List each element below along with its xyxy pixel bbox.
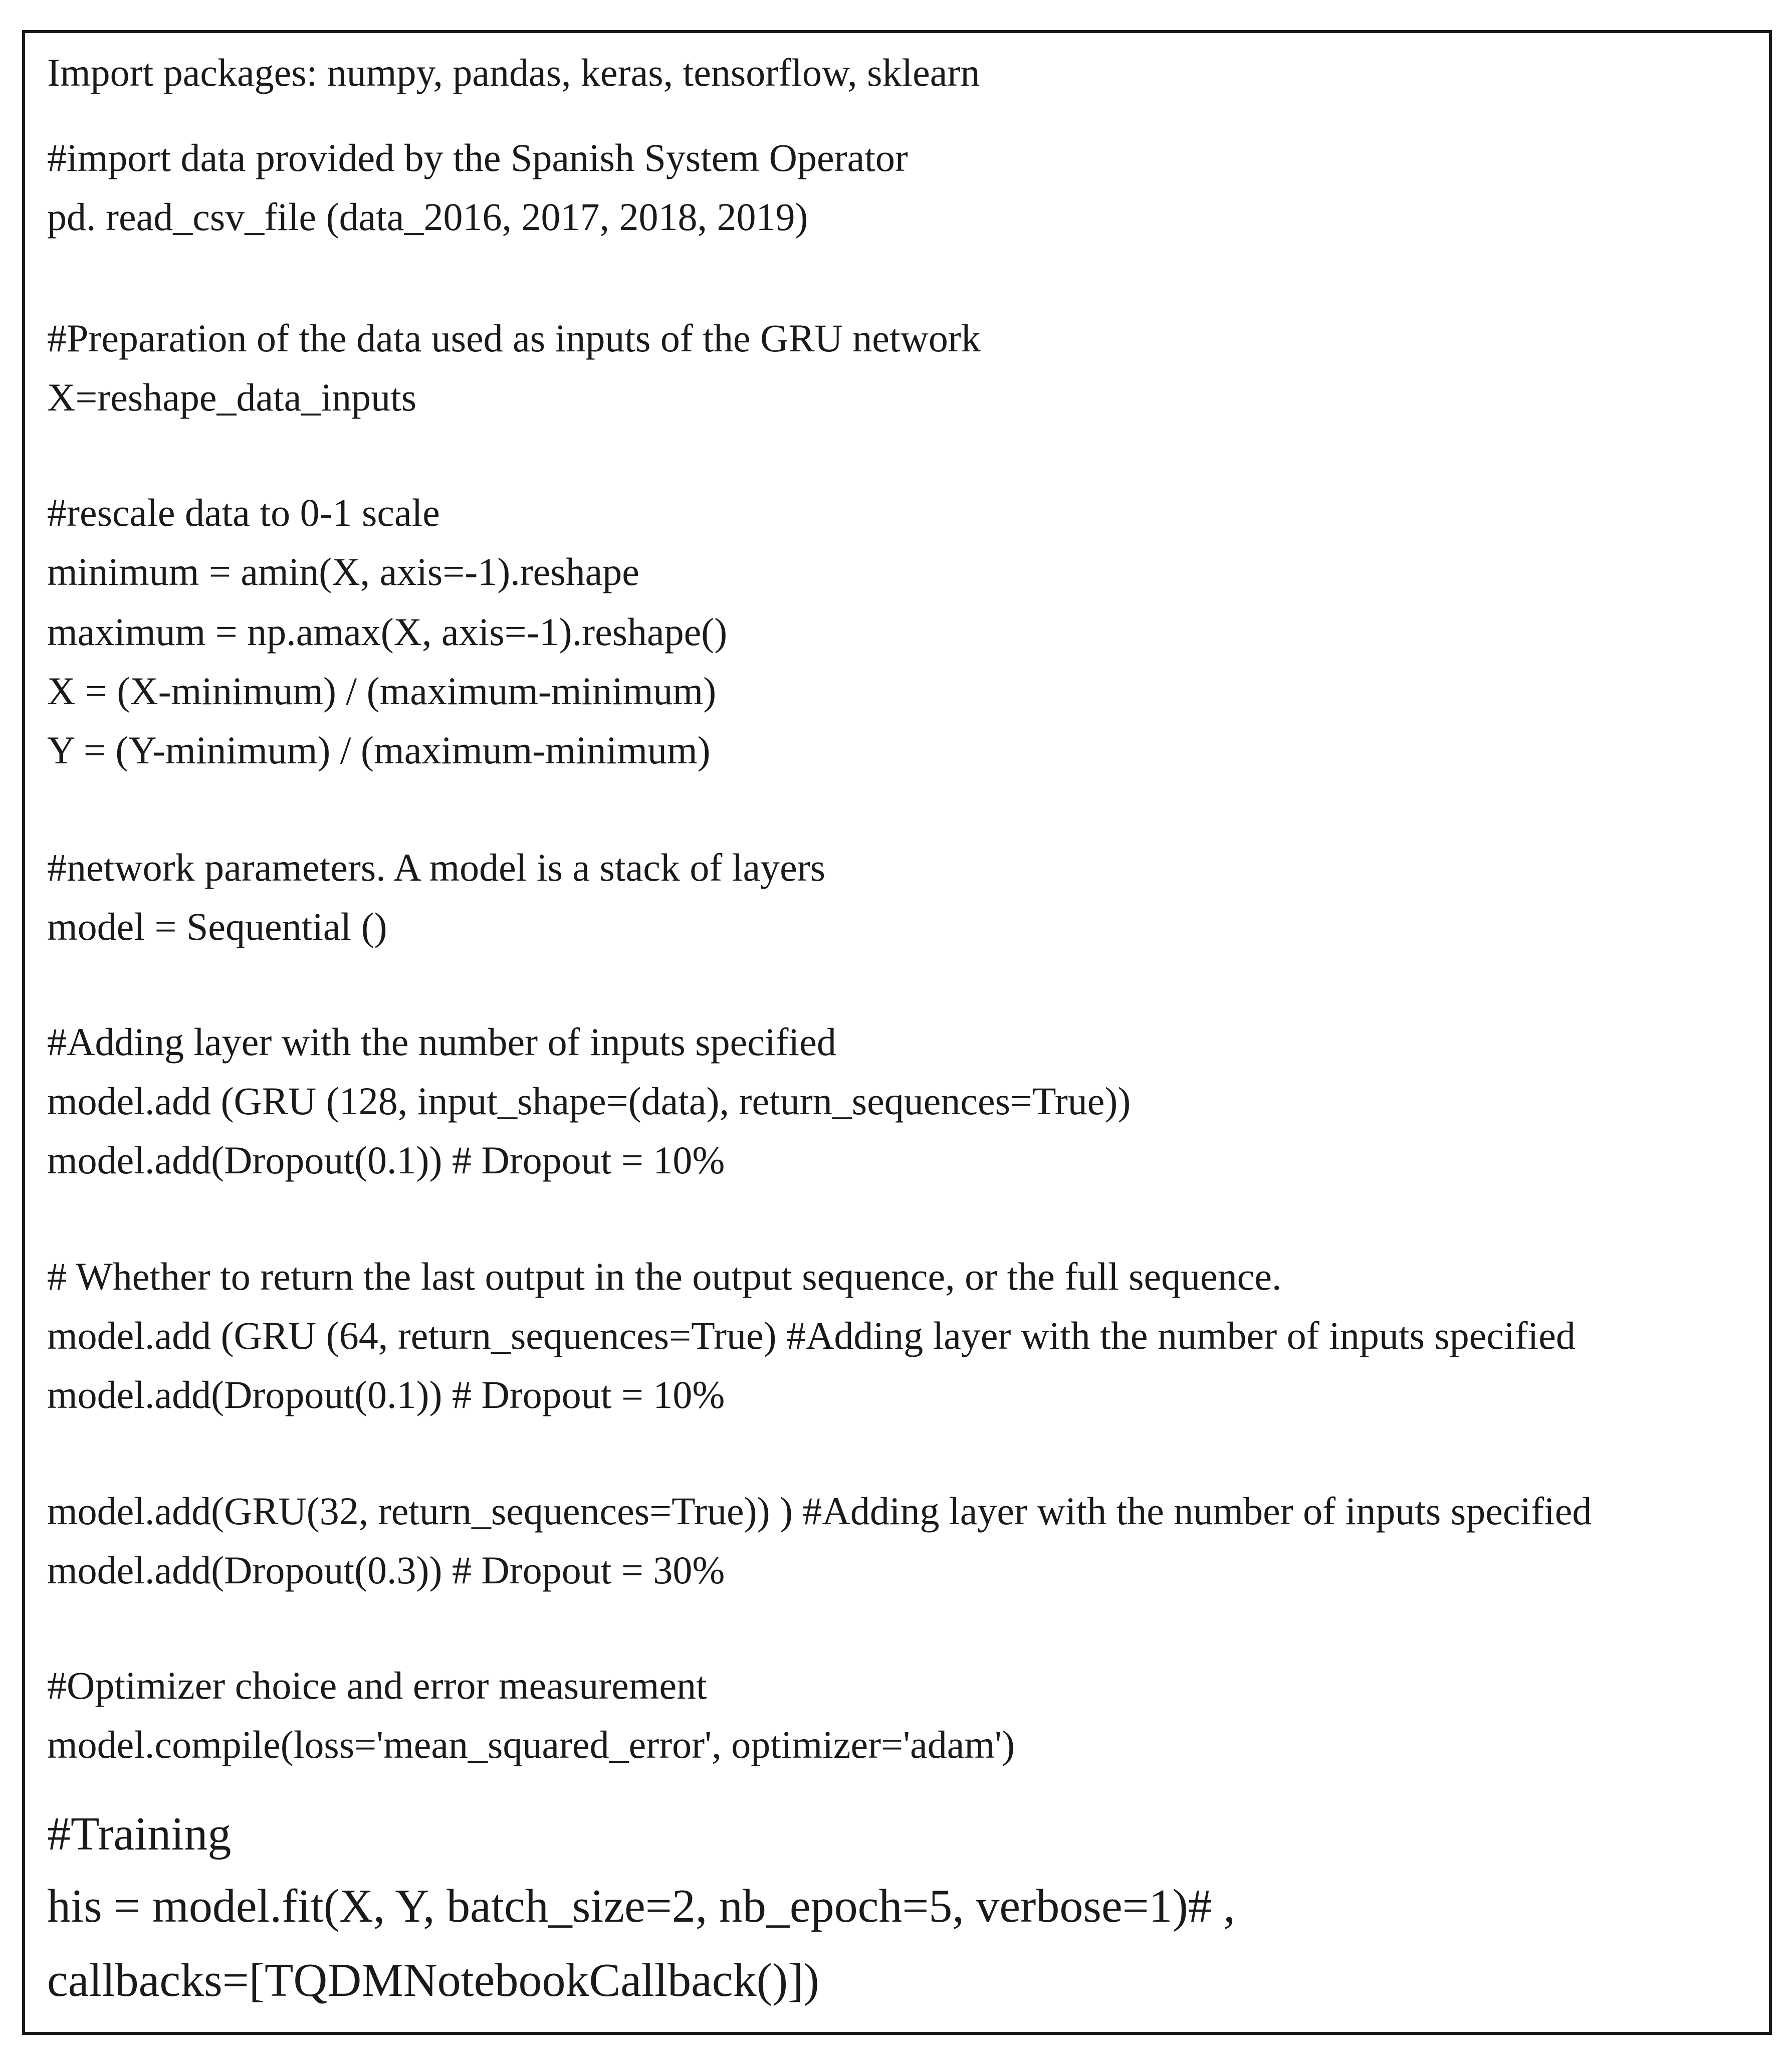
code-line-import-packages: Import packages: numpy, pandas, keras, tensorflow, sklearn	[47, 51, 980, 94]
code-line-read-csv: pd. read_csv_file (data_2016, 2017, 2018, 2019)	[47, 195, 808, 239]
code-line-dropout-3: model.add(Dropout(0.3)) # Dropout = 30%	[47, 1548, 725, 1592]
code-line-model-fit: his = model.fit(X, Y, batch_size=2, nb_epoch=5, verbose=1)# ,	[47, 1880, 1235, 1932]
code-line-reshape-inputs: X=reshape_data_inputs	[47, 375, 417, 419]
code-line-comment-import-data: #import data provided by the Spanish System Operator	[47, 136, 908, 179]
code-line-comment-return-sequence: # Whether to return the last output in the output sequence, or the full sequence.	[47, 1255, 1282, 1298]
code-line-callbacks: callbacks=[TQDMNotebookCallback()])	[47, 1954, 819, 2006]
code-line-comment-training: #Training	[47, 1808, 232, 1860]
code-line-y-scale: Y = (Y-minimum) / (maximum-minimum)	[47, 728, 711, 772]
code-line-dropout-1: model.add(Dropout(0.1)) # Dropout = 10%	[47, 1138, 725, 1182]
code-line-gru-64: model.add (GRU (64, return_sequences=True) #Adding layer with the number of inputs specified	[47, 1314, 1576, 1357]
code-line-sequential: model = Sequential ()	[47, 905, 387, 948]
code-line-minimum: minimum = amin(X, axis=-1).reshape	[47, 550, 639, 593]
code-line-comment-preparation: #Preparation of the data used as inputs of the GRU network	[47, 316, 981, 360]
code-line-maximum: maximum = np.amax(X, axis=-1).reshape()	[47, 610, 728, 654]
code-line-comment-rescale: #rescale data to 0-1 scale	[47, 491, 440, 534]
code-line-gru-128: model.add (GRU (128, input_shape=(data), return_sequences=True))	[47, 1079, 1131, 1123]
code-line-x-scale: X = (X-minimum) / (maximum-minimum)	[47, 669, 717, 713]
code-line-dropout-2: model.add(Dropout(0.1)) # Dropout = 10%	[47, 1373, 725, 1416]
code-line-comment-optimizer: #Optimizer choice and error measurement	[47, 1664, 707, 1707]
code-line-comment-adding-layer: #Adding layer with the number of inputs specified	[47, 1020, 836, 1064]
code-line-compile: model.compile(loss='mean_squared_error', optimizer='adam')	[47, 1723, 1015, 1766]
code-line-comment-network-params: #network parameters. A model is a stack of layers	[47, 846, 826, 889]
code-line-gru-32: model.add(GRU(32, return_sequences=True)) ) #Adding layer with the number of inputs specified	[47, 1489, 1592, 1533]
